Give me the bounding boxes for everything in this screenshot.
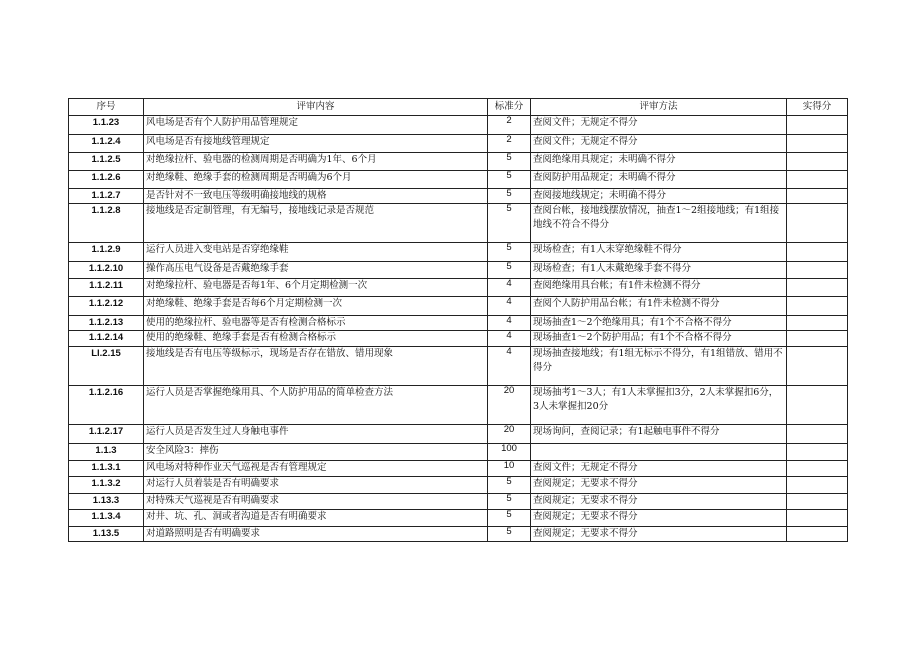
standard-score-value: 10 xyxy=(503,460,515,471)
table-row xyxy=(69,510,848,527)
row-standard-score xyxy=(488,461,531,477)
row-method: 现场抽查1～2个绝缘用具；有1个不合格不得分 xyxy=(531,316,787,331)
standard-score-value: 5 xyxy=(506,509,512,520)
row-earned-score xyxy=(787,204,848,243)
table-row xyxy=(69,527,848,542)
standard-score-value: 5 xyxy=(506,242,512,253)
row-method: 查阅规定；无要求不得分 xyxy=(531,527,787,542)
row-content: 接地线是否有电压等级标示，现场是否存在错放、错用现象 xyxy=(144,347,488,386)
row-number: 1.1.3 xyxy=(69,444,144,461)
row-earned-score xyxy=(787,279,848,297)
standard-score-value: 5 xyxy=(506,261,512,272)
row-method: 现场检查；有1人未戴绝缘手套不得分 xyxy=(531,262,787,279)
standard-score-value: 4 xyxy=(506,315,512,326)
row-number: 1.1.2.5 xyxy=(69,153,144,171)
row-number: 1.1.2.10 xyxy=(69,262,144,279)
row-standard-score xyxy=(488,386,531,425)
standard-score-value: 4 xyxy=(506,330,512,341)
row-earned-score xyxy=(787,331,848,347)
row-content: 对特殊天气巡视是否有明确要求 xyxy=(144,494,488,510)
row-earned-score xyxy=(787,153,848,171)
row-earned-score xyxy=(787,171,848,189)
row-earned-score xyxy=(787,477,848,494)
row-method: 查阅绝缘用具台帐；有1件未检测不得分 xyxy=(531,279,787,297)
row-content: 运行人员是否发生过人身触电事件 xyxy=(144,425,488,444)
row-method: 查阅接地线规定；未明确不得分 xyxy=(531,189,787,204)
table-row xyxy=(69,425,848,444)
row-standard-score xyxy=(488,297,531,316)
header-content: 评审内容 xyxy=(144,99,488,116)
scoring-table xyxy=(68,98,848,542)
row-number: 1.1.2.12 xyxy=(69,297,144,316)
table-row xyxy=(69,347,848,386)
header-no: 序号 xyxy=(69,99,144,116)
row-standard-score xyxy=(488,510,531,527)
row-standard-score xyxy=(488,153,531,171)
row-number: 1.1.2.8 xyxy=(69,204,144,243)
table-row xyxy=(69,171,848,189)
standard-score-value: 20 xyxy=(503,385,515,396)
row-earned-score xyxy=(787,444,848,461)
row-method: 查阅规定；无要求不得分 xyxy=(531,477,787,494)
table-row xyxy=(69,135,848,153)
row-standard-score xyxy=(488,279,531,297)
table-body xyxy=(69,116,848,542)
standard-score-value: 4 xyxy=(506,296,512,307)
standard-score-value: 5 xyxy=(506,152,512,163)
table-row xyxy=(69,316,848,331)
row-earned-score xyxy=(787,262,848,279)
row-earned-score xyxy=(787,347,848,386)
table-header-row xyxy=(69,99,848,116)
row-content: 使用的绝缘拉杆、验电器等是否有检测合格标示 xyxy=(144,316,488,331)
row-method: 查阅个人防护用品台帐；有1件未检测不得分 xyxy=(531,297,787,316)
table-row xyxy=(69,279,848,297)
row-number: 1.1.2.7 xyxy=(69,189,144,204)
row-number: 1.1.23 xyxy=(69,116,144,135)
row-content: 对道路照明是否有明确要求 xyxy=(144,527,488,542)
row-standard-score xyxy=(488,425,531,444)
table-row xyxy=(69,494,848,510)
row-method: 现场抽查接地线；有1组无标示不得分，有1组错放、错用不得分 xyxy=(531,347,787,386)
row-content: 接地线是否定制管理，有无编号，接地线记录是否规范 xyxy=(144,204,488,243)
standard-score-value: 5 xyxy=(506,203,512,214)
header-method: 评审方法 xyxy=(531,99,787,116)
table-row xyxy=(69,243,848,262)
standard-score-value: 4 xyxy=(506,346,512,357)
header-score: 标准分 xyxy=(488,99,531,116)
row-standard-score xyxy=(488,494,531,510)
row-method: 查阅文件；无规定不得分 xyxy=(531,116,787,135)
row-content: 运行人员进入变电站是否穿绝缘鞋 xyxy=(144,243,488,262)
row-method: 现场抽考1～3人；有1人未掌握扣3分，2人未掌握扣6分，3人未掌握扣20分 xyxy=(531,386,787,425)
row-method: 查阅文件；无规定不得分 xyxy=(531,461,787,477)
table-row xyxy=(69,331,848,347)
row-standard-score xyxy=(488,204,531,243)
row-standard-score xyxy=(488,477,531,494)
row-method: 现场询问，查阅记录；有1起触电事件不得分 xyxy=(531,425,787,444)
row-number: Ll.2.15 xyxy=(69,347,144,386)
standard-score-value: 5 xyxy=(506,526,512,537)
row-content: 风电场对特种作业天气巡视是否有管理规定 xyxy=(144,461,488,477)
row-content: 对绝缘拉杆、验电器的检测周期是否明确为1年、6个月 xyxy=(144,153,488,171)
row-standard-score xyxy=(488,171,531,189)
row-standard-score xyxy=(488,331,531,347)
row-standard-score xyxy=(488,135,531,153)
row-method: 查阅规定；无要求不得分 xyxy=(531,510,787,527)
row-method: 查阅绝缘用具规定；未明确不得分 xyxy=(531,153,787,171)
row-content: 风电场是否有个人防护用品管理规定 xyxy=(144,116,488,135)
row-number: 1.1.2.16 xyxy=(69,386,144,425)
row-number: 1.1.2.14 xyxy=(69,331,144,347)
table-row xyxy=(69,189,848,204)
row-standard-score xyxy=(488,347,531,386)
row-standard-score xyxy=(488,444,531,461)
row-earned-score xyxy=(787,425,848,444)
row-standard-score xyxy=(488,262,531,279)
row-content: 运行人员是否掌握绝缘用具、个人防护用品的简单检查方法 xyxy=(144,386,488,425)
standard-score-value: 4 xyxy=(506,278,512,289)
table-row xyxy=(69,461,848,477)
row-standard-score xyxy=(488,116,531,135)
row-method: 查阅台帐，接地线摆放情况，抽查1～2组接地线；有1组接地线不符合不得分 xyxy=(531,204,787,243)
row-method: 查阅规定；无要求不得分 xyxy=(531,494,787,510)
row-method: 查阅防护用品规定；未明确不得分 xyxy=(531,171,787,189)
table-row xyxy=(69,444,848,461)
row-standard-score xyxy=(488,316,531,331)
row-earned-score xyxy=(787,297,848,316)
row-standard-score xyxy=(488,527,531,542)
row-number: 1.1.3.1 xyxy=(69,461,144,477)
header-earned: 实得分 xyxy=(787,99,848,116)
row-earned-score xyxy=(787,461,848,477)
row-number: 1.1.2.4 xyxy=(69,135,144,153)
row-content: 对绝缘鞋、绝缘手套是否每6个月定期检测一次 xyxy=(144,297,488,316)
row-content: 对运行人员着装是否有明确要求 xyxy=(144,477,488,494)
row-number: 1.13.5 xyxy=(69,527,144,542)
standard-score-value: 5 xyxy=(506,493,512,504)
row-content: 对井、坑、孔、洞或者沟道是否有明确要求 xyxy=(144,510,488,527)
row-number: 1.1.2.17 xyxy=(69,425,144,444)
row-earned-score xyxy=(787,510,848,527)
row-standard-score xyxy=(488,189,531,204)
standard-score-value: 5 xyxy=(506,476,512,487)
table-row xyxy=(69,153,848,171)
standard-score-value: 5 xyxy=(506,170,512,181)
standard-score-value: 2 xyxy=(506,134,512,145)
row-number: 1.1.2.6 xyxy=(69,171,144,189)
standard-score-value: 100 xyxy=(501,443,517,454)
row-earned-score xyxy=(787,135,848,153)
row-method xyxy=(531,444,787,461)
row-earned-score xyxy=(787,316,848,331)
standard-score-value: 5 xyxy=(506,188,512,199)
row-number: 1.13.3 xyxy=(69,494,144,510)
table-row xyxy=(69,204,848,243)
row-content: 对绝缘拉杆、验电器是否每1年、6个月定期检测一次 xyxy=(144,279,488,297)
row-method: 现场检查；有1人未穿绝缘鞋不得分 xyxy=(531,243,787,262)
row-earned-score xyxy=(787,243,848,262)
row-number: 1.1.2.11 xyxy=(69,279,144,297)
row-standard-score xyxy=(488,243,531,262)
row-earned-score xyxy=(787,386,848,425)
table-row xyxy=(69,386,848,425)
row-number: 1.1.3.4 xyxy=(69,510,144,527)
row-earned-score xyxy=(787,494,848,510)
table-row xyxy=(69,297,848,316)
table-row xyxy=(69,477,848,494)
row-method: 查阅文件；无规定不得分 xyxy=(531,135,787,153)
row-content: 对绝缘鞋、绝缘手套的检测周期是否明确为6个月 xyxy=(144,171,488,189)
row-number: 1.1.2.13 xyxy=(69,316,144,331)
table-row xyxy=(69,262,848,279)
row-content: 风电场是否有接地线管理规定 xyxy=(144,135,488,153)
row-content: 使用的绝缘鞋、绝缘手套是否有检测合格标示 xyxy=(144,331,488,347)
row-content: 操作高压电气设备是否戴绝缘手套 xyxy=(144,262,488,279)
row-number: 1.1.2.9 xyxy=(69,243,144,262)
row-content: 安全风险3：摔伤 xyxy=(144,444,488,461)
standard-score-value: 20 xyxy=(503,424,515,435)
row-number: 1.1.3.2 xyxy=(69,477,144,494)
row-earned-score xyxy=(787,189,848,204)
table-row xyxy=(69,116,848,135)
standard-score-value: 2 xyxy=(506,115,512,126)
row-method: 现场抽查1～2个防护用品；有1个不合格不得分 xyxy=(531,331,787,347)
row-content: 是否针对不一致电压等级明确接地线的规格 xyxy=(144,189,488,204)
row-earned-score xyxy=(787,527,848,542)
row-earned-score xyxy=(787,116,848,135)
